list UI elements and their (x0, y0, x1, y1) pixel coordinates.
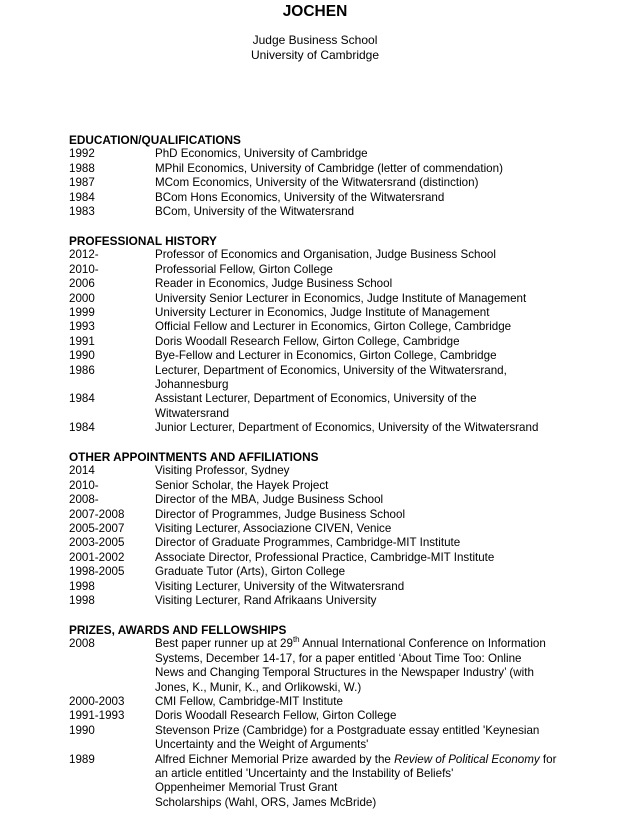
entry-text: Doris Woodall Research Fellow, Girton College, Cambridge (155, 334, 460, 348)
year: 2014 (69, 464, 95, 478)
list-item (69, 392, 589, 421)
entry-text: Assistant Lecturer, Department of Economics, University of the Witwatersrand (155, 392, 477, 420)
year: 2012- (69, 248, 99, 262)
year: 1990 (69, 349, 95, 363)
year: 2010- (69, 478, 99, 492)
entry-text: MCom Economics, University of the Witwatersrand (distinction) (155, 176, 479, 190)
list-item: Scholarships (Wahl, ORS, James McBride) (155, 795, 377, 809)
entry-text: Director of the MBA, Judge Business School (155, 493, 384, 507)
entry-text: Visiting Lecturer, University of the Witwatersrand (155, 579, 405, 593)
list-item (69, 709, 589, 723)
list-item (69, 292, 589, 306)
list-item (69, 753, 589, 782)
list-item (69, 724, 589, 753)
list-item (69, 248, 589, 262)
list-item (69, 479, 589, 493)
year: 2007-2008 (69, 507, 125, 521)
year: 1991-1993 (69, 709, 125, 723)
entry-text (155, 753, 565, 782)
entry-text: Reader in Economics, Judge Business School (155, 277, 393, 291)
list-item (69, 536, 589, 550)
entry-text: Bye-Fellow and Lecturer in Economics, Girton College, Cambridge (155, 349, 497, 363)
list-item (69, 695, 589, 709)
list-item (69, 147, 589, 161)
list-item (69, 580, 589, 594)
year: 1987 (69, 176, 95, 190)
year: 1989 (69, 752, 95, 766)
year: 1998 (69, 594, 95, 608)
entry-text: University Senior Lecturer in Economics, Judge Institute of Management (155, 291, 527, 305)
list-item (69, 277, 589, 291)
entry-text: Visiting Lecturer, Associazione CIVEN, Venice (155, 522, 392, 536)
education-section (69, 133, 589, 219)
ordinal-suffix: th (292, 635, 300, 645)
year: 1990 (69, 723, 95, 737)
list-item (69, 522, 589, 536)
entry-text: Professorial Fellow, Girton College (155, 262, 333, 276)
year: 1998-2005 (69, 565, 125, 579)
year: 2006 (69, 277, 95, 291)
cv-name: JOCHEN (282, 3, 348, 20)
section-title: EDUCATION/QUALIFICATIONS (69, 133, 241, 147)
entry-text: Associate Director, Professional Practice, Cambridge-MIT Institute (155, 550, 495, 564)
appointments-section (69, 450, 589, 608)
entry-text: Senior Scholar, the Hayek Project (155, 478, 329, 492)
list-item (69, 508, 589, 522)
year: 1986 (69, 363, 95, 377)
list-item (69, 205, 589, 219)
entry-text: Lecturer, Department of Economics, University of the Witwatersrand, Johannesburg (155, 363, 507, 392)
entry-text (155, 637, 550, 695)
prizes-section (69, 623, 589, 810)
list-item (69, 364, 589, 393)
department: Judge Business School (252, 33, 378, 47)
year: 1984 (69, 421, 95, 435)
section-title: PRIZES, AWARDS AND FELLOWSHIPS (69, 623, 287, 637)
professional-history-section (69, 234, 589, 436)
list-item (69, 306, 589, 320)
list-item (69, 349, 589, 363)
year: 2005-2007 (69, 522, 125, 536)
entry-text-part: Best paper runner up at 29 (155, 637, 293, 651)
year: 1991 (69, 334, 95, 348)
year: 1993 (69, 320, 95, 334)
entry-text: MPhil Economics, University of Cambridge (letter of commendation) (155, 161, 503, 175)
entry-text: Director of Programmes, Judge Business School (155, 507, 406, 521)
year: 2000-2003 (69, 695, 125, 709)
section-title: OTHER APPOINTMENTS AND AFFILIATIONS (69, 450, 319, 464)
year: 2008 (69, 637, 95, 651)
entry-text: BCom, University of the Witwatersrand (155, 205, 355, 219)
list-item (69, 191, 589, 205)
journal-title: Review of Political Economy (394, 752, 540, 766)
entry-text: University Lecturer in Economics, Judge Institute of Management (155, 306, 490, 320)
entry-text: Professor of Economics and Organisation, Judge Business School (155, 248, 496, 262)
list-item (69, 335, 589, 349)
list-item (69, 263, 589, 277)
year: 2003-2005 (69, 536, 125, 550)
list-item: Oppenheimer Memorial Trust Grant (155, 781, 338, 795)
entry-text: Visiting Professor, Sydney (155, 464, 290, 478)
year: 2008- (69, 493, 99, 507)
section-title: PROFESSIONAL HISTORY (69, 234, 217, 248)
entry-text: Director of Graduate Programmes, Cambridge-MIT Institute (155, 536, 461, 550)
year: 1984 (69, 392, 95, 406)
year: 2001-2002 (69, 550, 125, 564)
year: 2010- (69, 262, 99, 276)
entry-text: Junior Lecturer, Department of Economics, University of the Witwatersrand (155, 421, 539, 435)
university: University of Cambridge (250, 48, 380, 62)
list-item (69, 320, 589, 334)
entry-text: BCom Hons Economics, University of the Witwatersrand (155, 190, 445, 204)
list-item (69, 421, 589, 435)
list-item (69, 162, 589, 176)
list-item (69, 637, 589, 695)
list-item (69, 565, 589, 579)
year: 1984 (69, 190, 95, 204)
list-item (69, 594, 589, 608)
entry-text-part: Annual International Conference on Information Systems, December 14-17, for a paper entitled ‘About Time Too: Online News and Changing Temporal Structures in the Newspaper Industry’ (with Jones, K., Munir, K., and Orlikowski, W.) (155, 637, 546, 694)
entry-text: PhD Economics, University of Cambridge (155, 147, 368, 161)
list-item (69, 176, 589, 190)
year: 1998 (69, 579, 95, 593)
affiliation (0, 33, 630, 63)
entry-text-part: for an article entitled 'Uncertainty and the Instability of Beliefs' (155, 752, 557, 781)
entry-text-part: Alfred Eichner Memorial Prize awarded by the (155, 752, 395, 766)
year: 2000 (69, 291, 95, 305)
year: 1988 (69, 161, 95, 175)
list-item (69, 493, 589, 507)
list-item (69, 464, 589, 478)
year: 1992 (69, 147, 95, 161)
entry-text: CMI Fellow, Cambridge-MIT Institute (155, 695, 343, 709)
entry-text: Graduate Tutor (Arts), Girton College (155, 565, 346, 579)
year: 1999 (69, 306, 95, 320)
entry-text: Official Fellow and Lecturer in Economics, Girton College, Cambridge (155, 320, 512, 334)
entry-text: Visiting Lecturer, Rand Afrikaans University (155, 594, 377, 608)
year: 1983 (69, 205, 95, 219)
entry-text: Doris Woodall Research Fellow, Girton College (155, 709, 397, 723)
list-item (69, 551, 589, 565)
entry-text: Stevenson Prize (Cambridge) for a Postgraduate essay entitled 'Keynesian Uncertainty and the Weight of Arguments' (155, 723, 540, 752)
